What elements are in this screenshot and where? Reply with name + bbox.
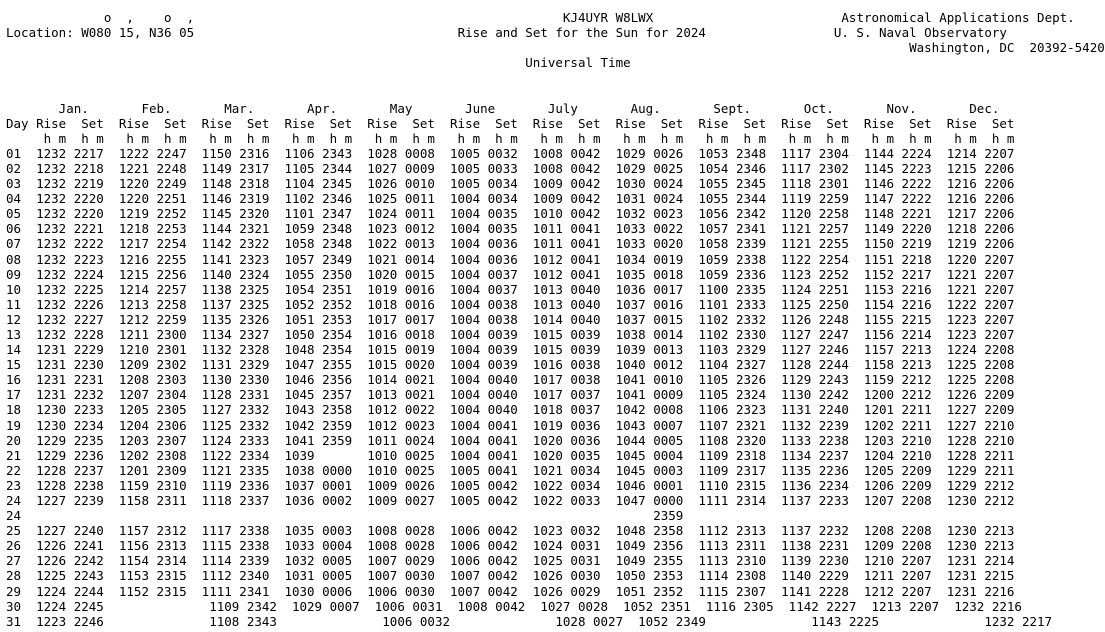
pad-3a [6,40,909,55]
pad-1b [653,10,841,25]
table-row: 02 1232 2218 1221 2248 1149 2317 1105 2344 1027 0009 1005 0033 1008 0042 1029 0025 1054 2346 1117 2302 1145 2223 1215 2206 [6,160,1015,176]
month-header-row: Jan. Feb. Mar. Apr. May June July Aug. Sept. Oct. Nov. Dec. [6,100,1000,116]
table-row: 13 1232 2228 1211 2300 1134 2327 1050 2354 1016 0018 1004 0039 1015 0039 1038 0014 1102 2330 1127 2247 1156 2214 1223 2207 [6,326,1015,342]
table-row: 30 1224 2245 1109 2342 1029 0007 1006 0031 1008 0042 1027 0028 1052 2351 1116 2305 1142 2227 1213 2207 1232 2216 [6,598,1022,614]
table-row: 14 1231 2229 1210 2301 1132 2328 1048 2354 1015 0019 1004 0039 1015 0039 1039 0013 1103 2329 1127 2246 1157 2213 1224 2208 [6,342,1015,358]
callsign: KJ4UYR W8LWX [562,10,654,25]
table-title: Rise and Set for the Sun for 2024 [457,25,706,41]
table-row: 06 1232 2221 1218 2253 1144 2321 1059 2348 1023 0012 1004 0035 1011 0041 1033 0022 1057 2341 1121 2257 1149 2220 1218 2206 [6,221,1015,237]
table-row: 19 1230 2234 1204 2306 1125 2332 1042 2359 1012 0023 1004 0041 1019 0036 1043 0007 1107 2321 1132 2239 1202 2211 1227 2210 [6,417,1015,433]
blank-line [6,85,1105,100]
table-row: 04 1232 2220 1220 2251 1146 2319 1102 2346 1025 0011 1004 0034 1009 0042 1031 0024 1055 2344 1119 2259 1147 2222 1216 2206 [6,191,1015,207]
header-line-1 [6,10,1105,25]
table-row: 28 1225 2243 1153 2315 1112 2340 1031 0005 1007 0030 1007 0042 1026 0030 1050 2353 1114 2308 1140 2229 1211 2207 1231 2215 [6,568,1015,584]
table-row: 26 1226 2241 1156 2313 1115 2338 1033 0004 1008 0028 1006 0042 1024 0031 1049 2356 1113 2311 1138 2231 1209 2208 1230 2213 [6,538,1015,554]
table-row: 18 1230 2233 1205 2305 1127 2332 1043 2358 1012 0022 1004 0040 1018 0037 1042 0008 1106 2323 1131 2240 1201 2211 1227 2209 [6,402,1015,418]
table-row: 11 1232 2226 1213 2258 1137 2325 1052 2352 1018 0016 1004 0038 1013 0040 1037 0016 1101 2333 1125 2250 1154 2216 1222 2207 [6,296,1015,312]
day-rows [6,146,1105,629]
table-row: 15 1231 2230 1209 2302 1131 2329 1047 2355 1015 0020 1004 0039 1016 0038 1040 0012 1104 2327 1128 2244 1158 2213 1225 2208 [6,357,1015,373]
rise-set-header-row: Day Rise Set Rise Set Rise Set Rise Set Rise Set Rise Set Rise Set Rise Set Rise Set Rise Set Rise Set Rise Set [6,115,1015,131]
table-row: 29 1224 2244 1152 2315 1111 2341 1030 0006 1006 0030 1007 0042 1026 0029 1051 2352 1115 2307 1141 2228 1212 2207 1231 2216 [6,583,1015,599]
table-row: 05 1232 2220 1219 2252 1145 2320 1101 2347 1024 0011 1004 0035 1010 0042 1032 0023 1056 2342 1120 2258 1148 2221 1217 2206 [6,206,1015,222]
table-row: 01 1232 2217 1222 2247 1150 2316 1106 2343 1028 0008 1005 0032 1008 0042 1029 0026 1053 2348 1117 2304 1144 2224 1214 2207 [6,145,1015,161]
agency-name: Astronomical Applications Dept. [841,10,1075,25]
table-row: 24 1227 2239 1158 2311 1118 2337 1036 0002 1009 0027 1005 0042 1022 0033 1047 0000 1111 2314 1137 2233 1207 2208 1230 2212 [6,493,1015,508]
almanac-document [6,10,1105,629]
pad-1a [194,10,563,25]
table-row: 27 1226 2242 1154 2314 1114 2339 1032 0005 1007 0029 1006 0042 1025 0031 1049 2355 1113 2310 1139 2230 1210 2207 1231 2214 [6,553,1015,569]
table-row: 24 2359 [6,508,684,524]
time-scale: Universal Time [525,55,631,71]
table-row: 17 1231 2232 1207 2304 1128 2331 1045 2357 1013 0021 1004 0040 1017 0037 1041 0009 1105 2324 1130 2242 1200 2212 1226 2209 [6,387,1015,403]
table-row: 12 1232 2227 1212 2259 1135 2326 1051 2353 1017 0017 1004 0038 1014 0040 1037 0015 1102 2332 1126 2248 1155 2215 1223 2207 [6,311,1015,327]
table-row: 31 1223 2246 1108 2343 1006 0032 1028 0027 1052 2349 1143 2225 1232 2217 [6,613,1053,629]
header-line-3 [6,40,1105,55]
header-line-4 [6,55,1105,70]
table-row: 20 1229 2235 1203 2307 1124 2333 1041 2359 1011 0024 1004 0041 1020 0036 1044 0005 1108 2320 1133 2238 1203 2210 1228 2210 [6,432,1015,448]
pad-2a [194,25,457,40]
observatory-address: Washington, DC 20392-5420 [909,40,1105,56]
table-row: 16 1231 2231 1208 2303 1130 2330 1046 2356 1014 0021 1004 0040 1017 0038 1041 0010 1105 2326 1129 2243 1159 2212 1225 2208 [6,372,1015,388]
table-row: 25 1227 2240 1157 2312 1117 2338 1035 0003 1008 0028 1006 0042 1023 0032 1048 2358 1112 2313 1137 2232 1208 2208 1230 2213 [6,523,1015,539]
observatory-name: U. S. Naval Observatory [833,25,1007,41]
hour-minute-header-row: h m h m h m h m h m h m h m h m h m h m h m h m h m h m h m h m h m h m h m h m h m h m h m h m [6,130,1015,146]
location: Location: W080 15, N36 05 [6,25,195,41]
table-row: 08 1232 2223 1216 2255 1141 2323 1057 2349 1021 0014 1004 0036 1012 0041 1034 0019 1059 2338 1122 2254 1151 2218 1220 2207 [6,251,1015,267]
header-line-2 [6,25,1105,40]
coordinate-degree-marks: o , o , [6,10,195,25]
table-row: 21 1229 2236 1202 2308 1122 2334 1039 1010 0025 1004 0041 1020 0035 1045 0004 1109 2318 1134 2237 1204 2210 1228 2211 [6,447,1015,463]
pad-2b [706,25,834,40]
table-row: 09 1232 2224 1215 2256 1140 2324 1055 2350 1020 0015 1004 0037 1012 0041 1035 0018 1059 2336 1123 2252 1152 2217 1221 2207 [6,266,1015,282]
blank-line [6,70,1105,85]
table-row: 22 1228 2237 1201 2309 1121 2335 1038 0000 1010 0025 1005 0041 1021 0034 1045 0003 1109 2317 1135 2236 1205 2209 1229 2211 [6,462,1015,478]
pad-4a [6,55,525,70]
table-row: 03 1232 2219 1220 2249 1148 2318 1104 2345 1026 0010 1005 0034 1009 0042 1030 0024 1055 2345 1118 2301 1146 2222 1216 2206 [6,176,1015,192]
table-row: 10 1232 2225 1214 2257 1138 2325 1054 2351 1019 0016 1004 0037 1013 0040 1036 0017 1100 2335 1124 2251 1153 2216 1221 2207 [6,281,1015,297]
table-row: 07 1232 2222 1217 2254 1142 2322 1058 2348 1022 0013 1004 0036 1011 0041 1033 0020 1058 2339 1121 2255 1150 2219 1219 2206 [6,236,1015,252]
table-row: 23 1228 2238 1159 2310 1119 2336 1037 0001 1009 0026 1005 0042 1022 0034 1046 0001 1110 2315 1136 2234 1206 2209 1229 2212 [6,477,1015,493]
